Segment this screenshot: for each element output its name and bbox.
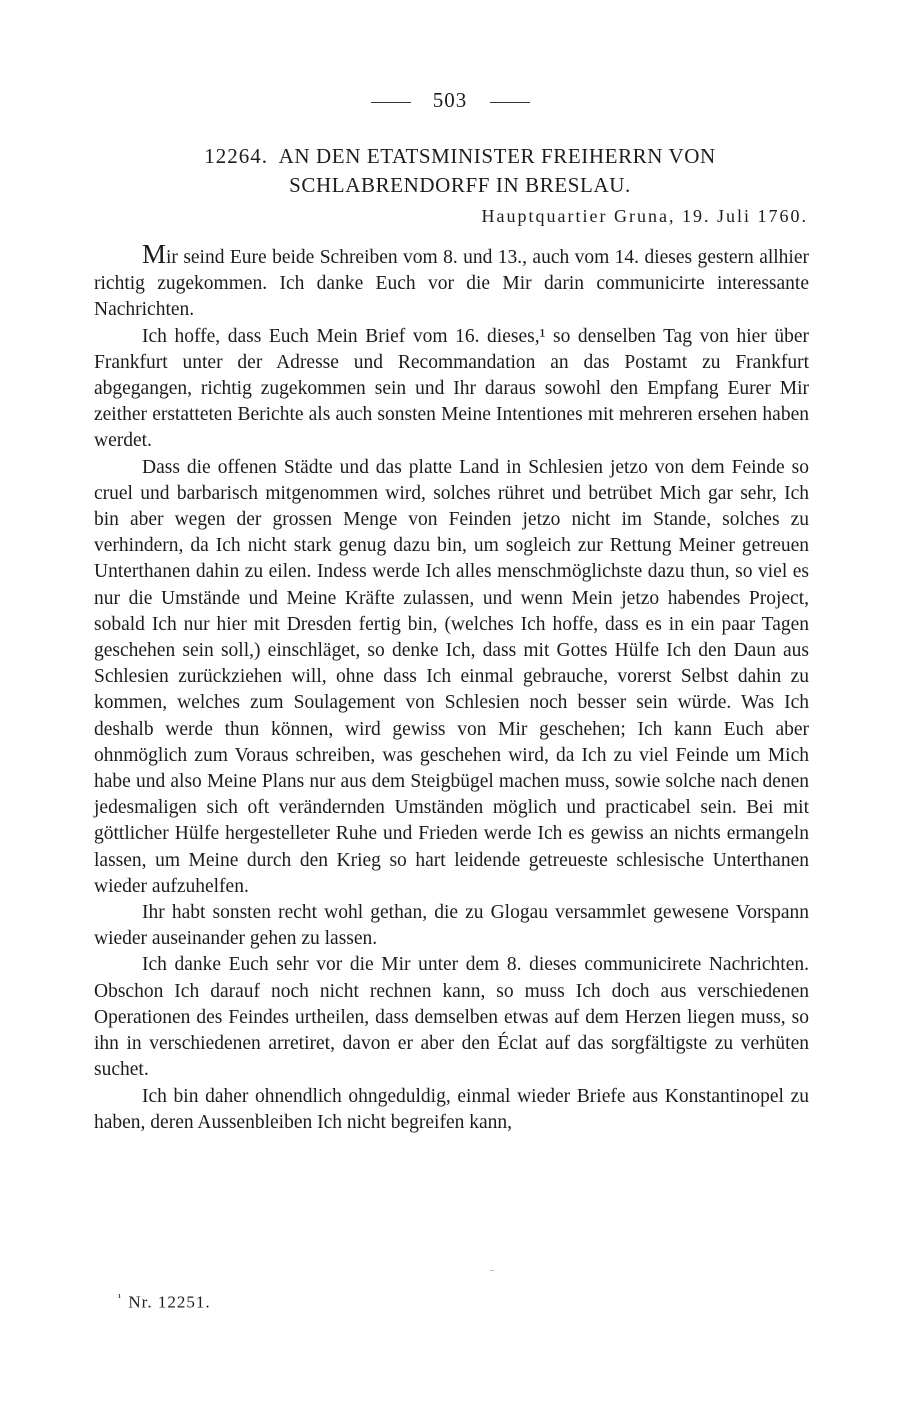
header-dash-left <box>371 102 411 103</box>
dateline: Hauptquartier Gruna, 19. Juli 1760. <box>481 206 808 226</box>
footnote-marker: ¹ <box>118 1292 123 1304</box>
letter-body <box>94 241 809 1136</box>
stray-mark <box>490 1270 494 1271</box>
document-heading <box>150 142 770 200</box>
footnote <box>118 1292 211 1313</box>
paragraph-4: Ihr habt sonsten recht wohl gethan, die zu Glogau versammlet gewesene Vorspann wieder auseinander gehen zu lassen. <box>94 902 809 950</box>
paragraph-5: Ich danke Euch sehr vor die Mir unter dem 8. dieses communicirete Nachrichten. Obschon Ich darauf noch nicht rechnen kann, so muss Ich doch aus verschiedenen Operationen des Feindes urtheilen, dass demselben etwas auf dem Herzen liegen muss, so ihn in verschiedenen arretiret, davon er aber den Éclat auf das sorgfältigste zu verhüten suchet. <box>94 954 809 1081</box>
paragraph-3: Dass die offenen Städte und das platte Land in Schlesien jetzo von dem Feinde so cruel und barbarisch mitgenommen wird, solches rühret und betrübet Mich gar sehr, Ich bin aber wegen der grossen Menge von Feinden jetzo nicht im Stande, solches zu verhindern, da Ich nicht stark genug dazu bin, um sogleich zur Rettung Meiner getreuen Unterthanen dahin zu eilen. Indess werde Ich alles menschmöglichste dazu thun, so viel es nur die Umstände und Meine Kräfte zulassen, und wenn Mein jetzo habendes Project, sobald Ich nur hier mit Dresden fertig bin, (welches Ich hoffe, dass es in ein paar Tagen geschehen sein soll,) einschläget, so denke Ich, dass mit Gottes Hülfe Ich den Daun aus Schlesien zurückziehen will, ohne dass Ich einmal gebrauche, vorerst Selbst dahin zu kommen, welches zum Soulagement von Schlesien noch besser sein würde. Was Ich deshalb werde thun können, wird gewiss von Mir geschehen; Ich kann Euch aber ohnmöglich zum Voraus schreiben, was geschehen wird, da Ich zu viel Feinde um Mich habe und also Meine Plans nur aus dem Steigbügel machen muss, sowie solche nach denen jedesmaligen sich oft verändernden Umständen möglich und practicabel sein. Bei mit göttlicher Hülfe hergestelleter Ruhe und Frieden werde Ich es gewiss an nichts ermangeln lassen, um Meine durch den Krieg so hart leidende getreueste schlesische Unterthanen wieder aufzuhelfen. <box>94 456 809 897</box>
paragraph-2: Ich hoffe, dass Euch Mein Brief vom 16. dieses,¹ so denselben Tag von hier über Frankfurt unter der Adresse und Recommandation an das Postamt zu Frankfurt abgegangen, richtig zugekommen sein und Ihr daraus sowohl den Empfang Eurer Mir zeither erstatteten Berichte als auch sonsten Meine Intentiones mit mehreren ersehen haben werdet. <box>94 325 809 452</box>
page-header <box>0 88 900 113</box>
header-dash-right <box>490 102 530 103</box>
document-number: 12264. <box>204 144 268 168</box>
footnote-text: Nr. 12251. <box>128 1292 211 1312</box>
page-number: 503 <box>432 88 468 112</box>
document-title: AN DEN ETATSMINISTER FREIHERRN VON SCHLABRENDORFF IN BRESLAU. <box>278 144 716 197</box>
paragraph-6: Ich bin daher ohnendlich ohngeduldig, einmal wieder Briefe aus Konstantinopel zu haben, deren Aussenbleiben Ich nicht begreifen kann, <box>94 1085 809 1133</box>
paragraph-1: Mir seind Eure beide Schreiben vom 8. und 13., auch vom 14. dieses gestern allhier richtig zugekommen. Ich danke Euch vor die Mir darin communicirte interessante Nachrichten. <box>94 239 809 321</box>
